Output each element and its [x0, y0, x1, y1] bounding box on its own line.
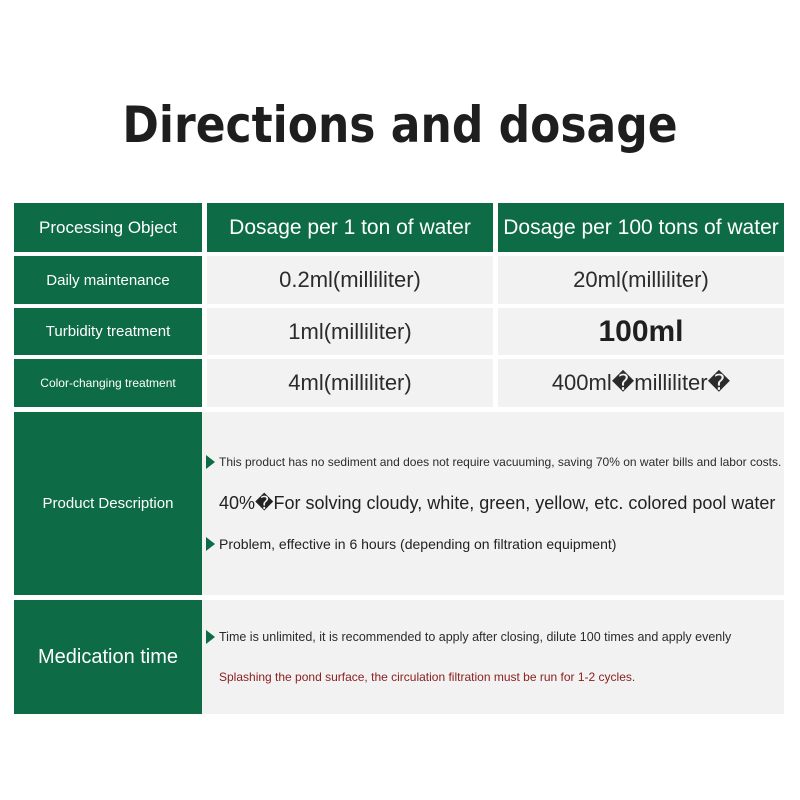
product-description-line-3: [206, 536, 616, 552]
row-label-turbidity: Turbidity treatment: [14, 308, 202, 355]
arrow-icon: [206, 630, 215, 644]
row-label-color-changing: Color-changing treatment: [14, 359, 202, 407]
product-description-line-1: [206, 455, 781, 469]
medication-time-content: [202, 600, 784, 714]
medication-time-line-1: [206, 630, 731, 644]
medication-time-text-1: Time is unlimited, it is recommended to apply after closing, dilute 100 times and apply evenly: [219, 630, 732, 644]
medication-time-line-2: [206, 670, 635, 684]
product-description-text-2: 40%�For solving cloudy, white, green, yellow, etc. colored pool water: [219, 493, 776, 513]
cell-daily-100-tons: 20ml(milliliter): [498, 256, 784, 304]
row-label-daily-maintenance: Daily maintenance: [14, 256, 202, 304]
product-description-text-3: Problem, effective in 6 hours (depending on filtration equipment): [219, 536, 617, 552]
page-title: Directions and dosage: [122, 96, 678, 154]
cell-turbidity-1-ton: 1ml(milliliter): [207, 308, 493, 355]
medication-time-label: Medication time: [14, 600, 202, 714]
header-dosage-1-ton: Dosage per 1 ton of water: [207, 203, 493, 252]
product-description-line-2: [206, 493, 775, 514]
arrow-icon: [206, 537, 215, 551]
cell-color-100-tons: 400ml�milliliter�: [498, 359, 784, 407]
header-dosage-100-tons: Dosage per 100 tons of water: [498, 203, 784, 252]
arrow-icon: [206, 455, 215, 469]
product-description-content: [202, 412, 784, 595]
product-description-label: Product Description: [14, 412, 202, 595]
cell-color-1-ton: 4ml(milliliter): [207, 359, 493, 407]
cell-turbidity-100-tons: 100ml: [498, 308, 784, 355]
product-description-text-1: This product has no sediment and does not require vacuuming, saving 70% on water bills and labor costs.: [219, 455, 782, 469]
header-processing-object: Processing Object: [14, 203, 202, 252]
cell-daily-1-ton: 0.2ml(milliliter): [207, 256, 493, 304]
medication-time-text-2: Splashing the pond surface, the circulation filtration must be run for 1-2 cycles.: [219, 670, 636, 684]
